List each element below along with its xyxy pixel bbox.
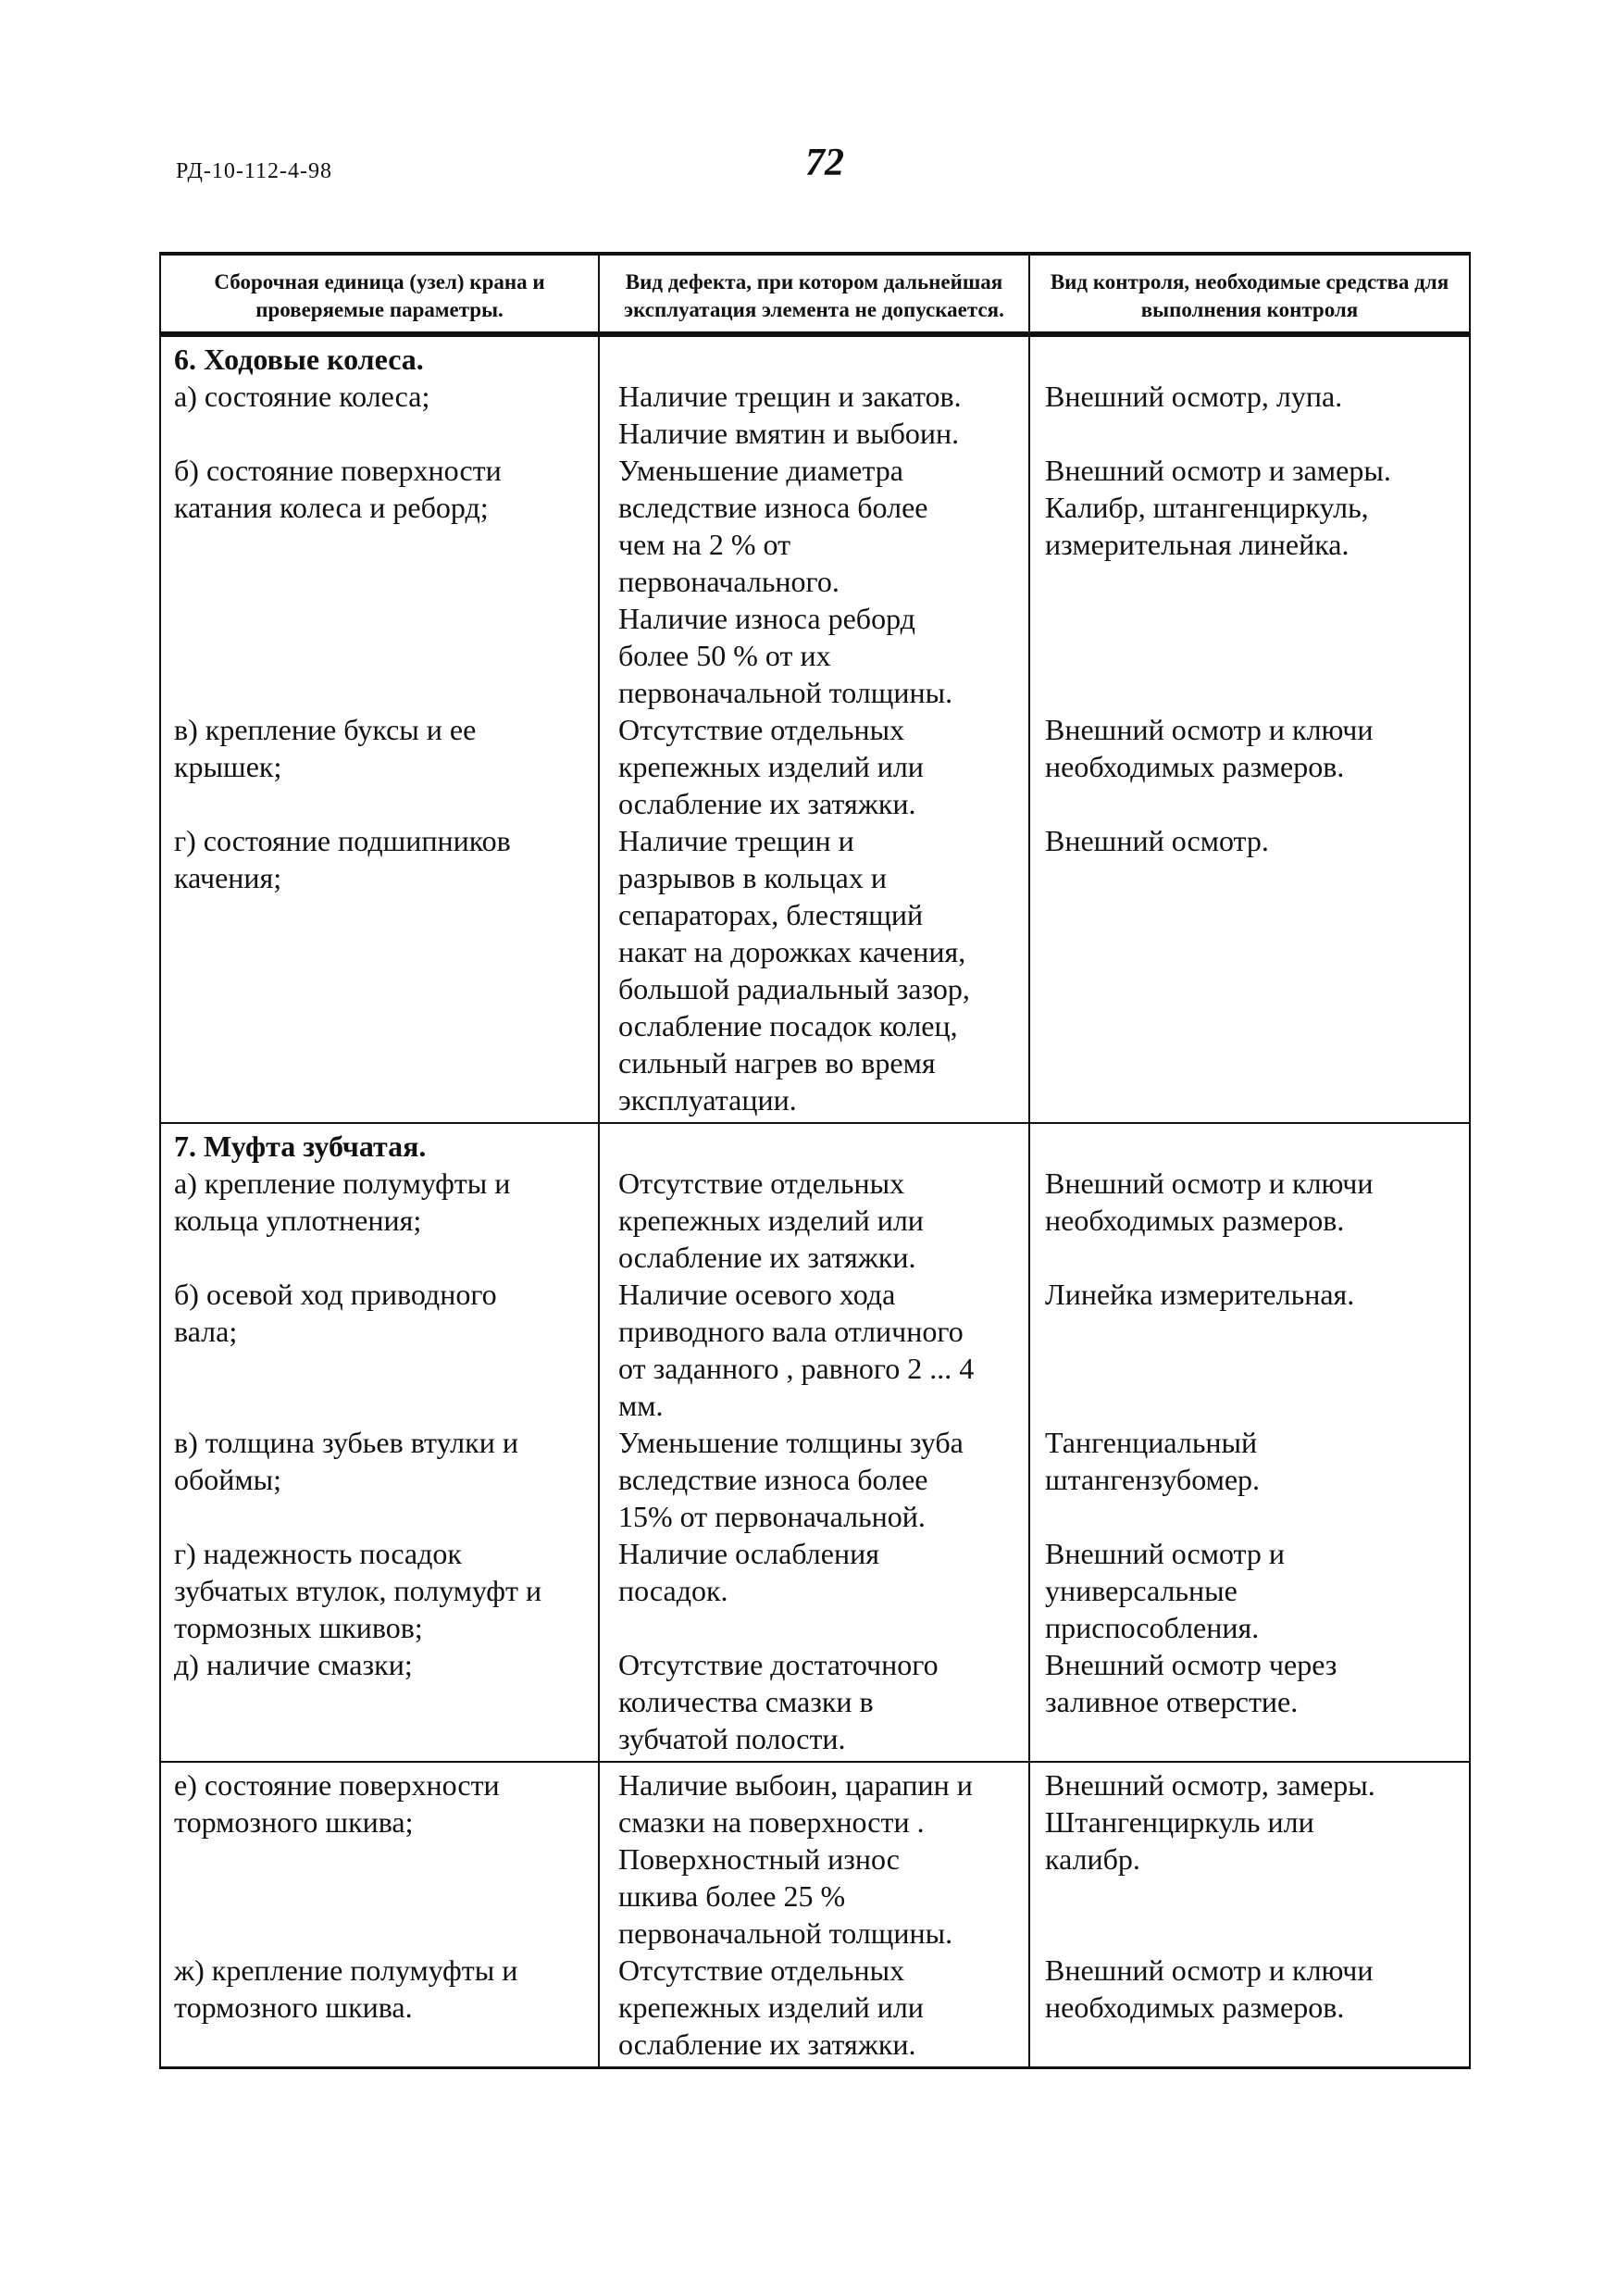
defect-text: Наличие трещин и закатов. Наличие вмятин и выбоин. xyxy=(618,380,962,450)
column-header-defect: Вид дефекта, при котором дальнейшая эксплуатация элемента не допускается. xyxy=(599,254,1029,334)
control-cell xyxy=(1029,1123,1470,1762)
defect-text: Отсутствие достаточного количества смазки в зубчатой полости. xyxy=(618,1648,939,1755)
unit-cell xyxy=(160,1762,599,2068)
section-title: 7. Муфта зубчатая. xyxy=(174,1129,427,1163)
defect-text: Наличие ослабления посадок. xyxy=(618,1537,879,1607)
param-item: а) состояние колеса; xyxy=(174,380,430,413)
defect-text: Уменьшение диаметра вследствие износа более чем на 2 % от первоначального. Наличие износа реборд более 50 % от их первоначальной толщины. xyxy=(618,454,953,709)
defect-text: Отсутствие отдельных крепежных изделий или ослабление их затяжки. xyxy=(618,1167,924,1274)
control-cell xyxy=(1029,1762,1470,2068)
control-text: Внешний осмотр и ключи необходимых размеров. xyxy=(1045,1167,1374,1237)
param-item: г) надежность посадок зубчатых втулок, полумуфт и тормозных шкивов; xyxy=(174,1537,542,1644)
defect-text: Наличие осевого хода приводного вала отличного от заданного , равного 2 ... 4 мм. xyxy=(618,1278,975,1422)
control-text: Внешний осмотр и ключи необходимых размеров. xyxy=(1045,1953,1374,2024)
param-item: б) осевой ход приводного вала; xyxy=(174,1278,497,1348)
control-text: Внешний осмотр и замеры. Калибр, штангенциркуль, измерительная линейка. xyxy=(1045,454,1391,561)
defect-cell xyxy=(599,334,1029,1123)
control-text: Внешний осмотр, замеры. Штангенциркуль или калибр. xyxy=(1045,1768,1375,1876)
document-code: РД-10-112-4-98 xyxy=(176,159,332,183)
defect-text: Наличие трещин и разрывов в кольцах и сепараторах, блестящий накат на дорожках качения, большой радиальный зазор, ослабление посадок колец, сильный нагрев во время эксплуатации. xyxy=(618,824,970,1117)
table-row-group-7-cont xyxy=(160,1762,1470,2068)
control-text: Тангенциальный штангензубомер. xyxy=(1045,1426,1261,1496)
column-header-unit: Сборочная единица (узел) крана и проверяемые параметры. xyxy=(160,254,599,334)
param-item: а) крепление полумуфты и кольца уплотнения; xyxy=(174,1167,511,1237)
control-text: Внешний осмотр, лупа. xyxy=(1045,380,1343,413)
section-title: 6. Ходовые колеса. xyxy=(174,343,424,376)
page-number: 72 xyxy=(805,142,844,184)
defect-text: Отсутствие отдельных крепежных изделий или ослабление их затяжки. xyxy=(618,713,924,820)
defect-text: Уменьшение толщины зуба вследствие износа более 15% от первоначальной. xyxy=(618,1426,964,1533)
param-item: д) наличие смазки; xyxy=(174,1648,413,1681)
param-item: г) состояние подшипников качения; xyxy=(174,824,511,894)
param-item: в) толщина зубьев втулки и обоймы; xyxy=(174,1426,518,1496)
table-row-group-7 xyxy=(160,1123,1470,1762)
defect-cell xyxy=(599,1762,1029,2068)
param-item: в) крепление буксы и ее крышек; xyxy=(174,713,477,783)
control-text: Внешний осмотр через заливное отверстие. xyxy=(1045,1648,1337,1718)
inspection-table xyxy=(159,252,1471,2069)
param-item: е) состояние поверхности тормозного шкива; xyxy=(174,1768,500,1839)
param-item: б) состояние поверхности катания колеса и реборд; xyxy=(174,454,502,524)
defect-text: Наличие выбоин, царапин и смазки на поверхности . Поверхностный износ шкива более 25 % первоначальной толщины. xyxy=(618,1768,973,1950)
control-text: Внешний осмотр. xyxy=(1045,824,1269,857)
control-text: Линейка измерительная. xyxy=(1045,1278,1355,1311)
defect-cell xyxy=(599,1123,1029,1762)
unit-cell xyxy=(160,1123,599,1762)
column-header-control: Вид контроля, необходимые средства для выполнения контроля xyxy=(1029,254,1470,334)
control-text: Внешний осмотр и универсальные приспособления. xyxy=(1045,1537,1286,1644)
table-row-group-6 xyxy=(160,334,1470,1123)
defect-text: Отсутствие отдельных крепежных изделий или ослабление их затяжки. xyxy=(618,1953,924,2061)
control-text: Внешний осмотр и ключи необходимых размеров. xyxy=(1045,713,1374,783)
unit-cell xyxy=(160,334,599,1123)
table-header-row xyxy=(160,254,1470,334)
param-item: ж) крепление полумуфты и тормозного шкива. xyxy=(174,1953,518,2024)
control-cell xyxy=(1029,334,1470,1123)
